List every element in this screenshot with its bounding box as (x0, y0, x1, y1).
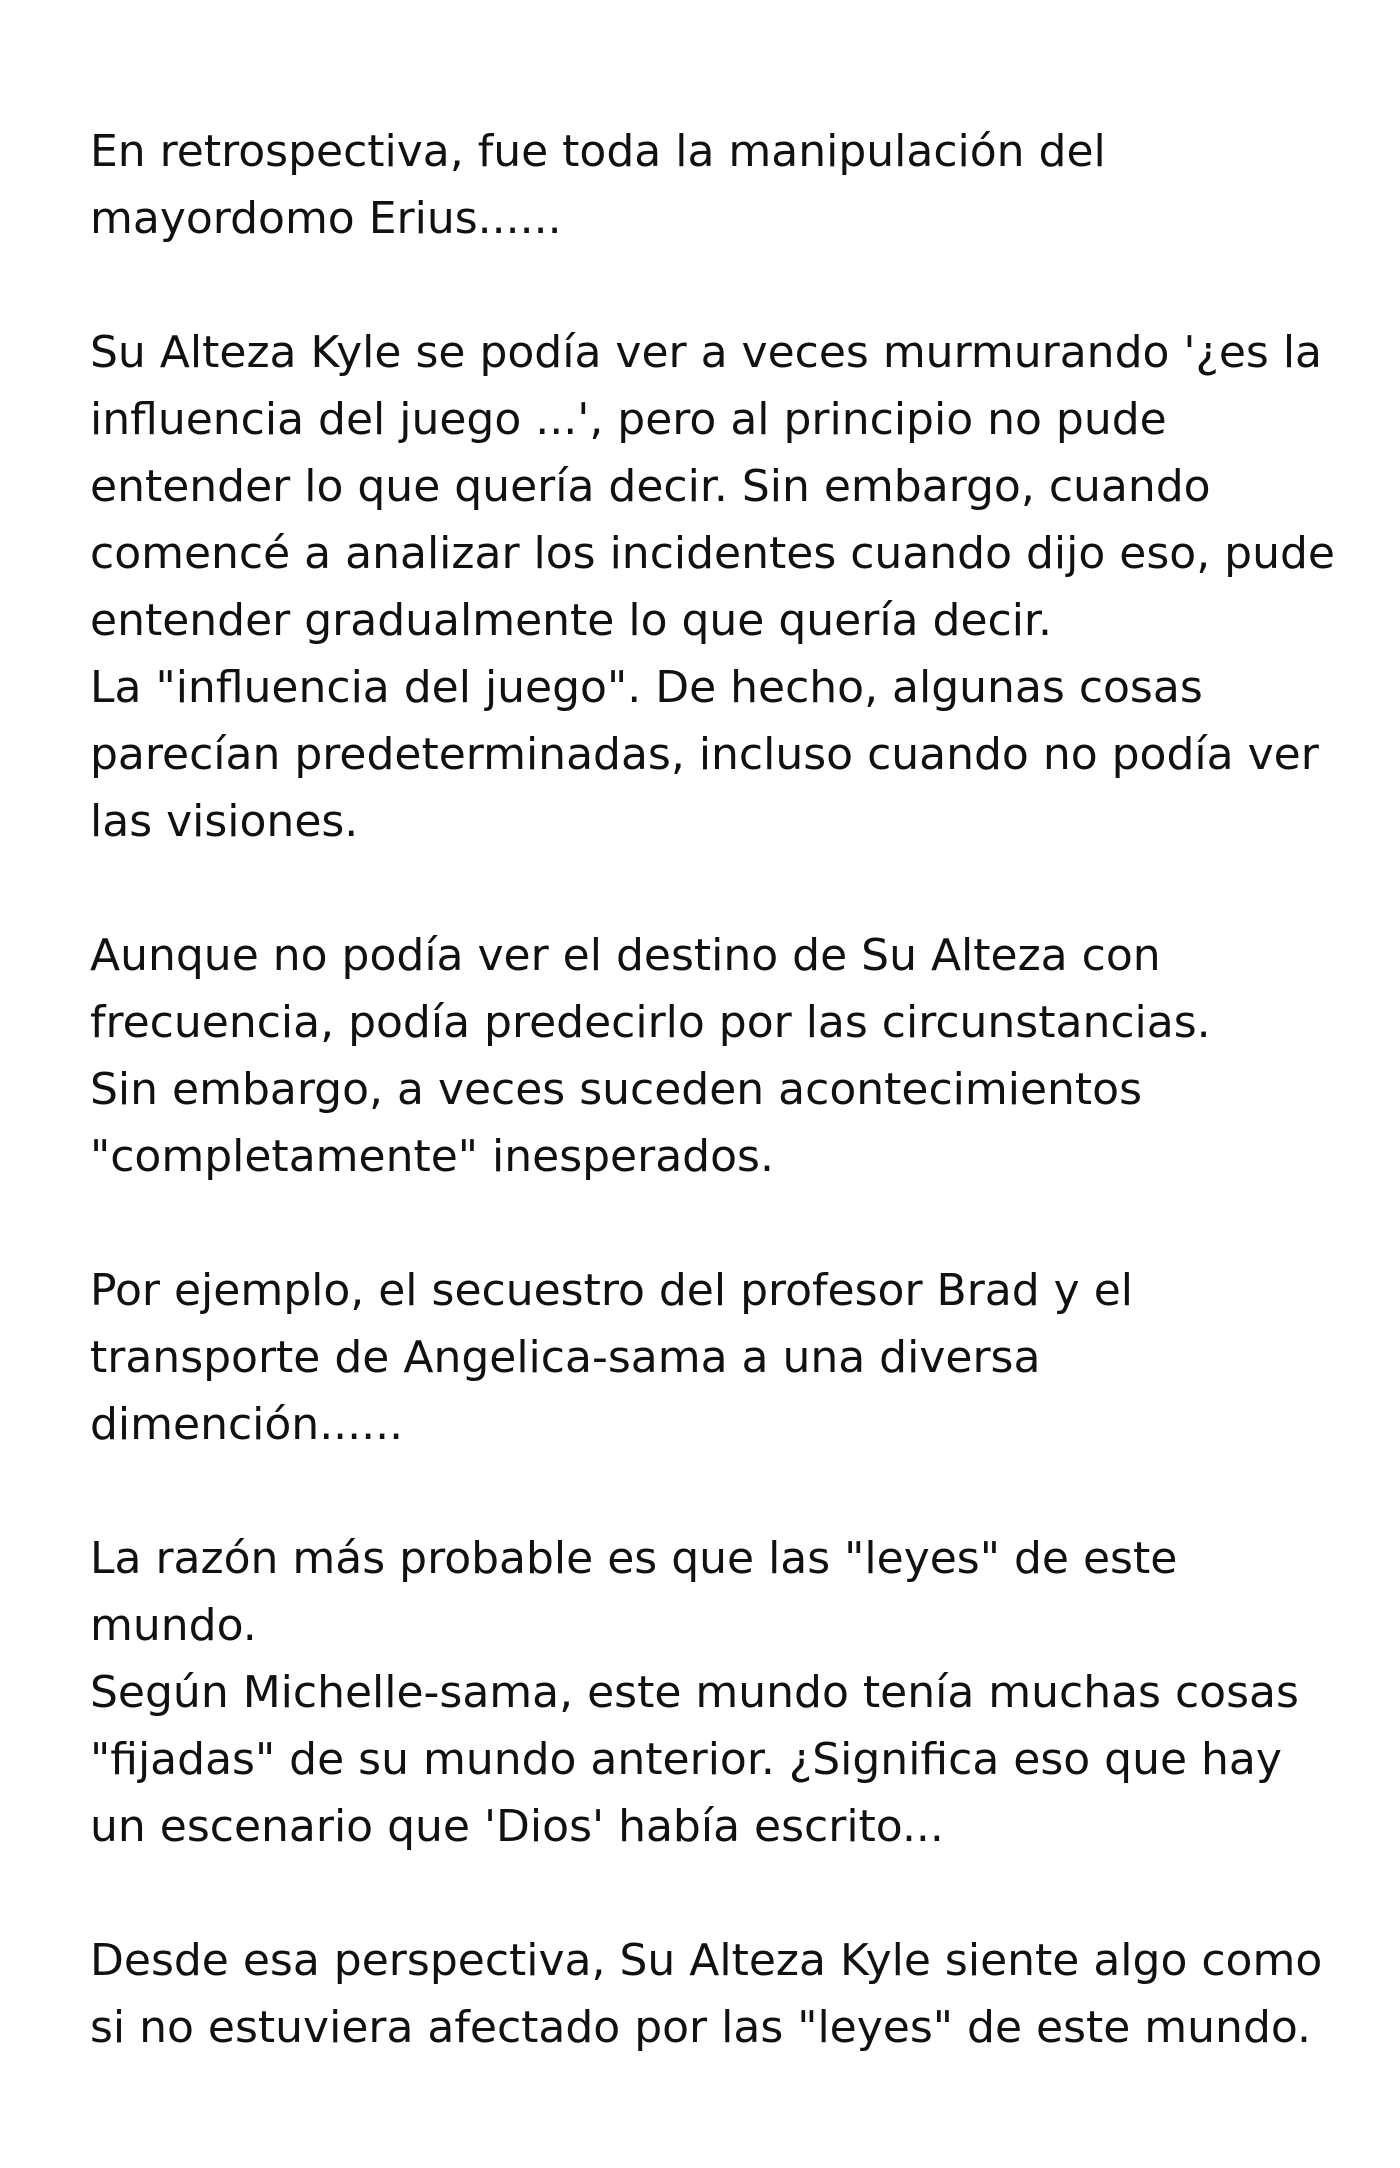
text-line: "completamente" inesperados. (90, 1131, 774, 1182)
text-line: entender gradualmente lo que quería decir. (90, 595, 1052, 646)
text-line: las visiones. (90, 796, 359, 847)
paragraph (90, 118, 1350, 252)
text-line: Según Michelle-sama, este mundo tenía muchas cosas (90, 1667, 1299, 1718)
text-line: si no estuviera afectado por las "leyes" de este mundo. (90, 2002, 1311, 2053)
text-line: transporte de Angelica-sama a una diversa (90, 1332, 1041, 1383)
text-line: comencé a analizar los incidentes cuando dijo eso, pude (90, 528, 1335, 579)
paragraph-gap (90, 1458, 1350, 1525)
text-line: La razón más probable es que las "leyes" de este (90, 1533, 1178, 1584)
text-line: Su Alteza Kyle se podía ver a veces murmurando '¿es la (90, 327, 1323, 378)
paragraph-gap (90, 855, 1350, 922)
text-line: En retrospectiva, fue toda la manipulación del (90, 126, 1106, 177)
text-body (90, 118, 1350, 2061)
text-line: Por ejemplo, el secuestro del profesor Brad y el (90, 1265, 1134, 1316)
text-line: entender lo que quería decir. Sin embargo, cuando (90, 461, 1211, 512)
text-line: mayordomo Erius...... (90, 193, 562, 244)
paragraph-gap (90, 1190, 1350, 1257)
paragraph (90, 1525, 1350, 1860)
text-line: frecuencia, podía predecirlo por las circunstancias. (90, 997, 1211, 1048)
text-line: Aunque no podía ver el destino de Su Alteza con (90, 930, 1161, 981)
paragraph (90, 1927, 1350, 2061)
text-line: influencia del juego ...', pero al principio no pude (90, 394, 1167, 445)
text-line: "fijadas" de su mundo anterior. ¿Significa eso que hay (90, 1734, 1282, 1785)
paragraph (90, 922, 1350, 1190)
text-line: Sin embargo, a veces suceden acontecimientos (90, 1064, 1143, 1115)
text-line: Desde esa perspectiva, Su Alteza Kyle siente algo como (90, 1935, 1323, 1986)
paragraph-gap (90, 1860, 1350, 1927)
paragraph-gap (90, 252, 1350, 319)
text-line: mundo. (90, 1600, 257, 1651)
paragraph (90, 319, 1350, 855)
text-line: dimención...... (90, 1399, 404, 1450)
text-line: La "influencia del juego". De hecho, algunas cosas (90, 662, 1203, 713)
text-line: parecían predeterminadas, incluso cuando no podía ver (90, 729, 1319, 780)
paragraph (90, 1257, 1350, 1458)
text-line: un escenario que 'Dios' había escrito... (90, 1801, 944, 1852)
